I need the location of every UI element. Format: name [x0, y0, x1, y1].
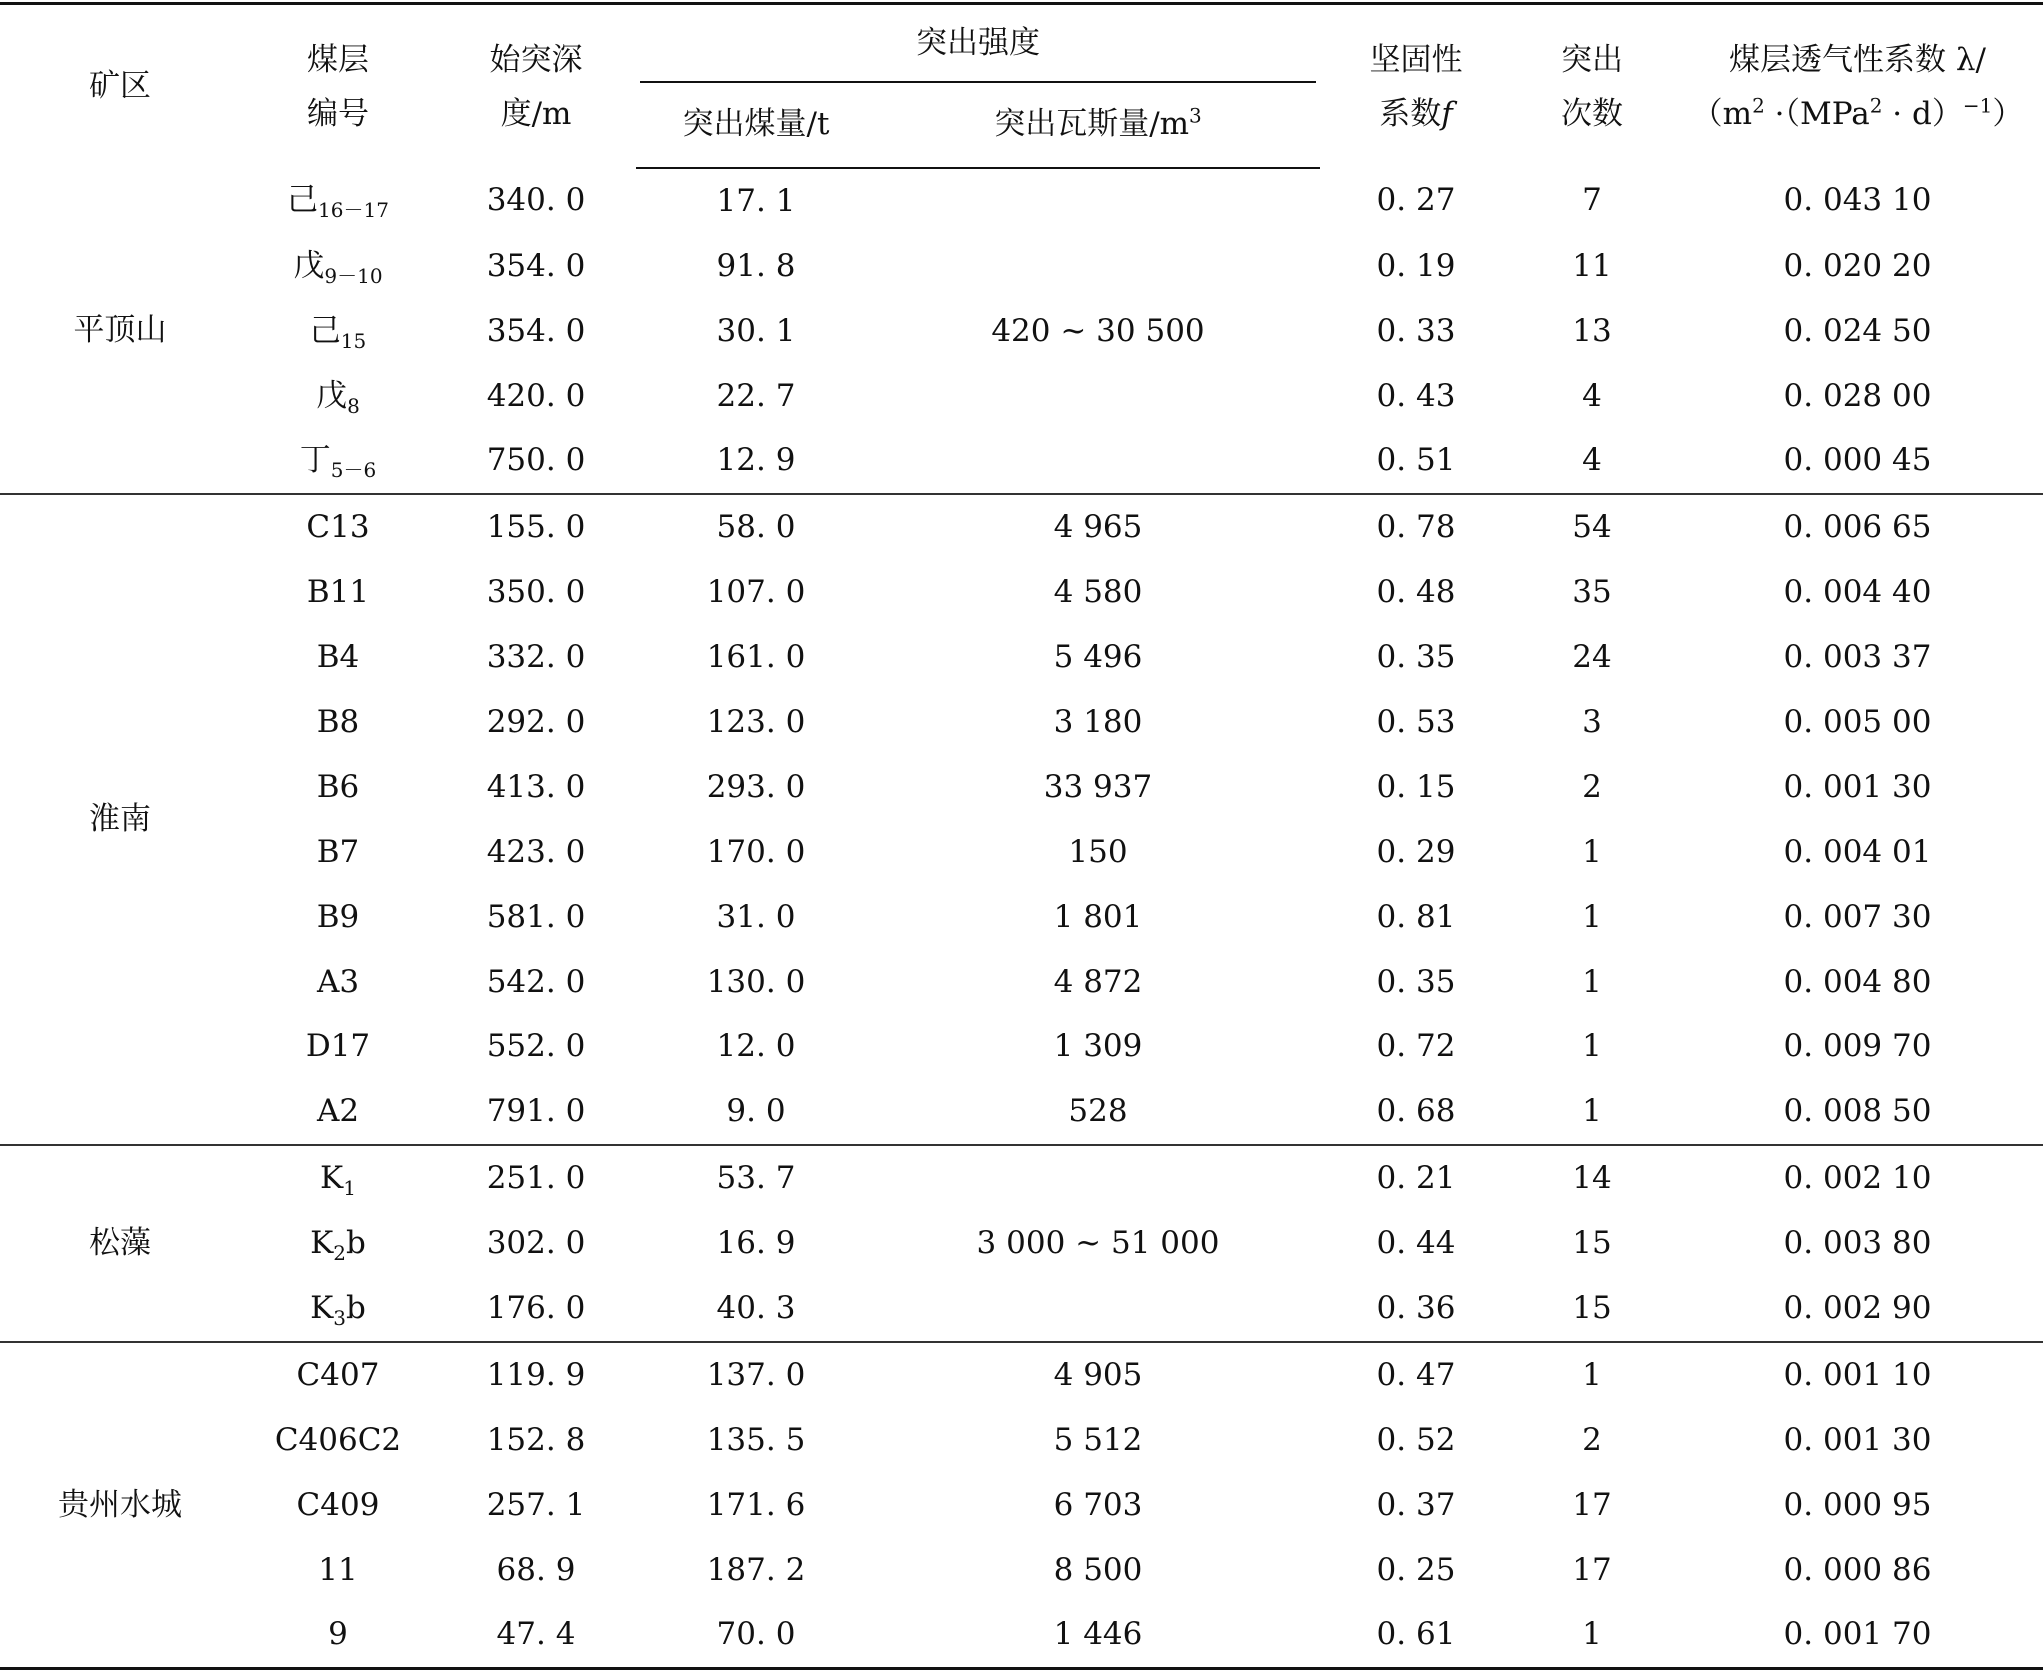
- firmness-cell: 0. 15: [1376, 768, 1456, 805]
- firmness-cell: 0. 53: [1376, 703, 1456, 740]
- seam-cell: 戊$_{9-10}$: [293, 247, 383, 288]
- mine-area-cell: 淮南: [89, 801, 151, 838]
- coal-cell: 161. 0: [706, 639, 806, 676]
- table-row: [0, 1015, 2043, 1080]
- gas-cell: 1 801: [1053, 898, 1143, 935]
- seam-cell: B8: [316, 703, 360, 740]
- group-huainan: [0, 494, 2043, 1145]
- permeability-cell: 0. 008 50: [1783, 1093, 1932, 1130]
- coal-cell: 135. 5: [706, 1421, 806, 1458]
- depth-cell: 152. 8: [486, 1421, 586, 1458]
- permeability-cell: 0. 028 00: [1783, 377, 1932, 414]
- table-row: [0, 1342, 2043, 1408]
- count-cell: 1: [1582, 898, 1602, 935]
- header-firmness-coefficient: 坚固性 系数f: [1320, 4, 1512, 169]
- permeability-cell: 0. 004 01: [1783, 833, 1932, 870]
- coal-cell: 293. 0: [706, 768, 806, 805]
- count-cell: 7: [1582, 182, 1602, 219]
- depth-cell: 251. 0: [486, 1160, 586, 1197]
- depth-cell: 257. 1: [486, 1486, 586, 1523]
- gas-cell: 4 965: [1053, 509, 1143, 546]
- count-cell: 17: [1572, 1486, 1612, 1523]
- gas-cell: 5 496: [1053, 639, 1143, 676]
- table-row: [0, 168, 2043, 234]
- coal-cell: 12. 9: [716, 442, 796, 479]
- gas-cell: 5 512: [1053, 1421, 1143, 1458]
- gas-cell: 150: [1068, 833, 1128, 870]
- firmness-cell: 0. 35: [1376, 639, 1456, 676]
- seam-cell: C409: [296, 1486, 380, 1523]
- coal-cell: 31. 0: [716, 898, 796, 935]
- header-outburst-gas: 突出瓦斯量$/m^3$: [876, 83, 1320, 168]
- table-row: [0, 1603, 2043, 1669]
- depth-cell: 354. 0: [486, 312, 586, 349]
- firmness-cell: 0. 78: [1376, 509, 1456, 546]
- count-cell: 14: [1572, 1160, 1612, 1197]
- outburst-data-table: [0, 2, 2043, 1670]
- count-cell: 17: [1572, 1551, 1612, 1588]
- group-pingdingshan: [0, 168, 2043, 494]
- table-row: [0, 1473, 2043, 1538]
- coal-cell: 170. 0: [706, 833, 806, 870]
- count-cell: 1: [1582, 1356, 1602, 1393]
- table-row: [0, 494, 2043, 560]
- depth-cell: 542. 0: [486, 963, 586, 1000]
- depth-cell: 552. 0: [486, 1028, 586, 1065]
- seam-cell: 丁$_{5-6}$: [299, 442, 377, 483]
- depth-cell: 47. 4: [496, 1616, 576, 1653]
- group-guizhou-shuicheng: [0, 1342, 2043, 1669]
- count-cell: 3: [1582, 703, 1602, 740]
- permeability-cell: 0. 003 80: [1783, 1225, 1932, 1262]
- firmness-cell: 0. 43: [1376, 377, 1456, 414]
- permeability-cell: 0. 007 30: [1783, 898, 1932, 935]
- permeability-cell: 0. 024 50: [1783, 312, 1932, 349]
- permeability-cell: 0. 000 86: [1783, 1551, 1932, 1588]
- count-cell: 2: [1582, 768, 1602, 805]
- depth-cell: 350. 0: [486, 574, 586, 611]
- permeability-cell: 0. 001 30: [1783, 768, 1932, 805]
- table-row: [0, 755, 2043, 820]
- coal-cell: 16. 9: [716, 1225, 796, 1262]
- depth-cell: 302. 0: [486, 1225, 586, 1262]
- count-cell: 54: [1572, 509, 1612, 546]
- firmness-cell: 0. 27: [1376, 182, 1456, 219]
- coal-cell: 130. 0: [706, 963, 806, 1000]
- firmness-cell: 0. 81: [1376, 898, 1456, 935]
- permeability-cell: 0. 006 65: [1783, 509, 1932, 546]
- table-row: [0, 820, 2043, 885]
- coal-cell: 9. 0: [726, 1093, 786, 1130]
- seam-cell: $K_2b$: [310, 1225, 366, 1266]
- count-cell: 35: [1572, 574, 1612, 611]
- seam-cell: 11: [318, 1551, 358, 1588]
- count-cell: 24: [1572, 639, 1612, 676]
- count-cell: 1: [1582, 1093, 1602, 1130]
- count-cell: 4: [1582, 442, 1602, 479]
- gas-cell: 4 872: [1053, 963, 1143, 1000]
- depth-cell: 420. 0: [486, 377, 586, 414]
- table-row: [0, 625, 2043, 690]
- group-songzao: [0, 1145, 2043, 1342]
- depth-cell: 413. 0: [486, 768, 586, 805]
- seam-cell: C406C2: [274, 1421, 402, 1458]
- mine-area-cell: 松藻: [89, 1225, 151, 1262]
- gas-cell: 3 180: [1053, 703, 1143, 740]
- depth-cell: 176. 0: [486, 1289, 586, 1326]
- coal-cell: 171. 6: [706, 1486, 806, 1523]
- firmness-cell: 0. 47: [1376, 1356, 1456, 1393]
- coal-cell: 22. 7: [716, 377, 796, 414]
- depth-cell: 155. 0: [486, 509, 586, 546]
- permeability-cell: 0. 000 45: [1783, 442, 1932, 479]
- firmness-cell: 0. 33: [1376, 312, 1456, 349]
- seam-cell: C407: [296, 1356, 380, 1393]
- seam-cell: B4: [316, 639, 360, 676]
- depth-cell: 423. 0: [486, 833, 586, 870]
- count-cell: 1: [1582, 963, 1602, 1000]
- firmness-cell: 0. 19: [1376, 247, 1456, 284]
- seam-cell: B6: [316, 768, 360, 805]
- seam-cell: C13: [306, 509, 370, 546]
- coal-cell: 53. 7: [716, 1160, 796, 1197]
- gas-cell-merged: 3 000 ~ 51 000: [976, 1225, 1220, 1262]
- coal-cell: 123. 0: [706, 703, 806, 740]
- permeability-cell: 0. 005 00: [1783, 703, 1932, 740]
- count-cell: 13: [1572, 312, 1612, 349]
- firmness-cell: 0. 29: [1376, 833, 1456, 870]
- gas-cell: 528: [1068, 1093, 1128, 1130]
- seam-cell: 戊$_8$: [316, 377, 360, 418]
- permeability-cell: 0. 020 20: [1783, 247, 1932, 284]
- seam-cell: $K_1$: [320, 1160, 356, 1201]
- permeability-cell: 0. 000 95: [1783, 1486, 1932, 1523]
- depth-cell: 581. 0: [486, 898, 586, 935]
- gas-cell: 1 446: [1053, 1616, 1143, 1653]
- header-outburst-intensity: 突出强度: [636, 4, 1320, 84]
- coal-cell: 12. 0: [716, 1028, 796, 1065]
- count-cell: 1: [1582, 1028, 1602, 1065]
- table-row: [0, 1145, 2043, 1211]
- depth-cell: 750. 0: [486, 442, 586, 479]
- seam-cell: A2: [316, 1093, 360, 1130]
- firmness-cell: 0. 25: [1376, 1551, 1456, 1588]
- gas-cell-merged: 420 ~ 30 500: [991, 312, 1205, 349]
- count-cell: 1: [1582, 1616, 1602, 1653]
- intensity-divider-rule: [640, 81, 1316, 83]
- permeability-cell: 0. 002 90: [1783, 1289, 1932, 1326]
- permeability-cell: 0. 001 30: [1783, 1421, 1932, 1458]
- header-outburst-count: 突出 次数: [1512, 4, 1672, 169]
- depth-cell: 292. 0: [486, 703, 586, 740]
- seam-cell: 己$_{15}$: [309, 312, 367, 353]
- firmness-cell: 0. 48: [1376, 574, 1456, 611]
- table-row: [0, 1408, 2043, 1473]
- permeability-cell: 0. 004 80: [1783, 963, 1932, 1000]
- table-row: [0, 1538, 2043, 1603]
- coal-cell: 40. 3: [716, 1289, 796, 1326]
- firmness-cell: 0. 72: [1376, 1028, 1456, 1065]
- table-row: [0, 885, 2043, 950]
- table-row: [0, 950, 2043, 1015]
- depth-cell: 340. 0: [486, 182, 586, 219]
- gas-cell: 6 703: [1053, 1486, 1143, 1523]
- coal-cell: 187. 2: [706, 1551, 806, 1588]
- permeability-cell: 0. 004 40: [1783, 574, 1932, 611]
- gas-cell: 4 905: [1053, 1356, 1143, 1393]
- firmness-cell: 0. 35: [1376, 963, 1456, 1000]
- table-row: [0, 560, 2043, 625]
- depth-cell: 332. 0: [486, 639, 586, 676]
- seam-cell: D17: [305, 1028, 371, 1065]
- gas-cell: 8 500: [1053, 1551, 1143, 1588]
- firmness-cell: 0. 52: [1376, 1421, 1456, 1458]
- seam-cell: $K_3b$: [310, 1289, 366, 1331]
- permeability-cell: 0. 009 70: [1783, 1028, 1932, 1065]
- firmness-cell: 0. 21: [1376, 1160, 1456, 1197]
- seam-cell: 己$_{16-17}$: [287, 182, 389, 223]
- mine-area-cell: 平顶山: [73, 312, 167, 349]
- permeability-cell: 0. 003 37: [1783, 639, 1932, 676]
- count-cell: 15: [1572, 1225, 1612, 1262]
- coal-cell: 137. 0: [706, 1356, 806, 1393]
- table-row: [0, 1079, 2043, 1145]
- depth-cell: 791. 0: [486, 1093, 586, 1130]
- seam-cell: 9: [328, 1616, 348, 1653]
- coal-cell: 91. 8: [716, 247, 796, 284]
- table-header: [0, 4, 2043, 169]
- permeability-cell: 0. 043 10: [1783, 182, 1932, 219]
- gas-cell: 4 580: [1053, 574, 1143, 611]
- gas-cell: 1 309: [1053, 1028, 1143, 1065]
- coal-cell: 107. 0: [706, 574, 806, 611]
- count-cell: 1: [1582, 833, 1602, 870]
- firmness-cell: 0. 37: [1376, 1486, 1456, 1523]
- firmness-cell: 0. 68: [1376, 1093, 1456, 1130]
- table-row: [0, 690, 2043, 755]
- coal-cell: 58. 0: [716, 509, 796, 546]
- count-cell: 2: [1582, 1421, 1602, 1458]
- count-cell: 15: [1572, 1289, 1612, 1326]
- count-cell: 4: [1582, 377, 1602, 414]
- permeability-cell: 0. 002 10: [1783, 1160, 1932, 1197]
- gas-cell: 33 937: [1043, 768, 1153, 805]
- header-mine-area: 矿区: [0, 4, 240, 169]
- coal-cell: 30. 1: [716, 312, 796, 349]
- seam-cell: B7: [316, 833, 360, 870]
- seam-cell: A3: [316, 963, 360, 1000]
- depth-cell: 119. 9: [486, 1356, 586, 1393]
- firmness-cell: 0. 44: [1376, 1225, 1456, 1262]
- header-initial-depth: 始突深 度/m: [436, 4, 636, 169]
- header-seam-no: 煤层 编号: [240, 4, 436, 169]
- coal-cell: 17. 1: [716, 182, 796, 219]
- coal-cell: 70. 0: [716, 1616, 796, 1653]
- permeability-cell: 0. 001 10: [1783, 1356, 1932, 1393]
- firmness-cell: 0. 36: [1376, 1289, 1456, 1326]
- header-permeability-coefficient: 煤层透气性系数 λ/ $(m^2 \cdot(MPa^2 \cdot d)^{-1})$: [1672, 4, 2043, 169]
- count-cell: 11: [1572, 247, 1612, 284]
- seam-cell: B9: [316, 898, 360, 935]
- seam-cell: B11: [306, 574, 370, 611]
- permeability-cell: 0. 001 70: [1783, 1616, 1932, 1653]
- depth-cell: 68. 9: [496, 1551, 576, 1588]
- firmness-cell: 0. 61: [1376, 1616, 1456, 1653]
- firmness-cell: 0. 51: [1376, 442, 1456, 479]
- header-outburst-coal: 突出煤量/t: [636, 83, 876, 168]
- depth-cell: 354. 0: [486, 247, 586, 284]
- mine-area-cell: 贵州水城: [58, 1486, 182, 1523]
